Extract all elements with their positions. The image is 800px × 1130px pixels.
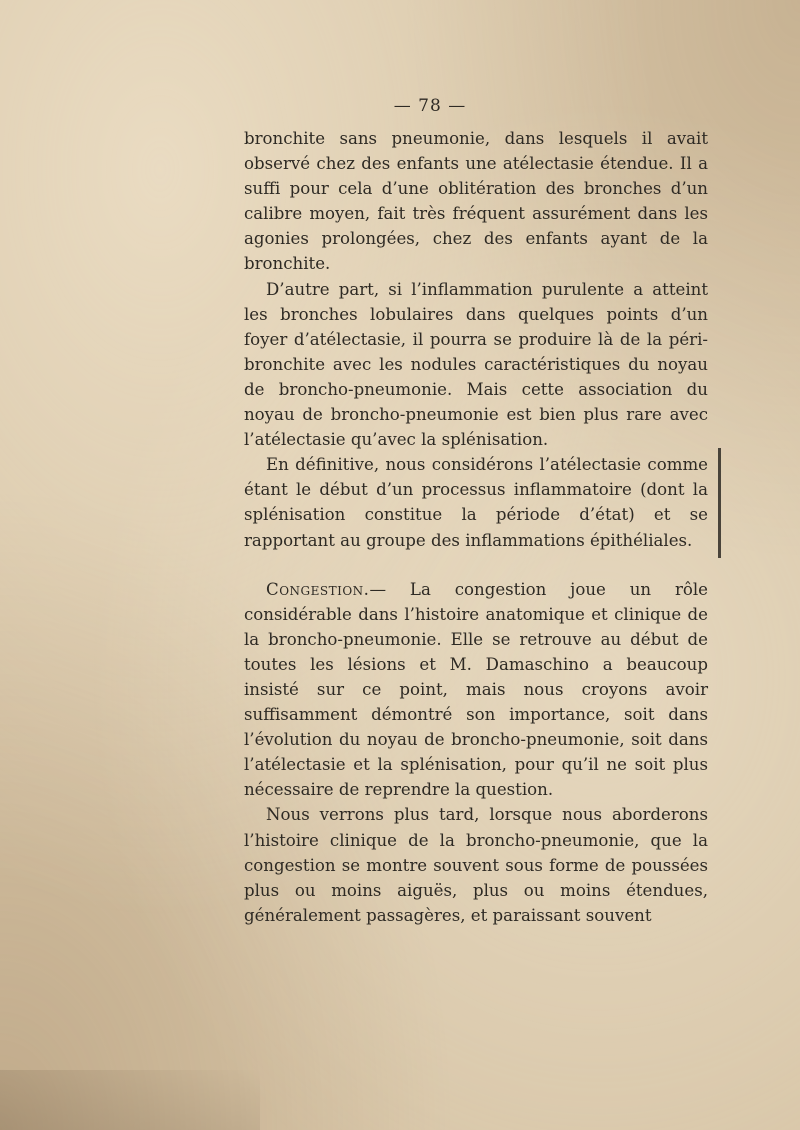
paragraph-1: bronchite sans pneumonie, dans lesquels il avait observé chez des enfants une atélectasie étendue. Il a suffi pour cela d’une oblitération des bronches d’un calibre moyen, fait très fréquent assurément dans les agonies prolongées, chez des enfants ayant de la bronchite. [244,129,708,274]
section-paragraph-1 [244,577,708,803]
section-paragraph-2: Nous verrons plus tard, lorsque nous aborderons l’histoire clinique de la broncho-pneumonie, que la congestion se montre souvent sous forme de poussées plus ou moins aiguës, plus ou moins étendues, généralement passagères, et paraissant souvent [244,805,708,925]
margin-mark [718,448,721,558]
section-gap [244,553,708,577]
page-edge-shadow [0,1070,260,1130]
paragraph-3: En définitive, nous considérons l’atélectasie comme étant le début d’un processus inflammatoire (dont la splénisation constitue la période d’état) et se rapportant au groupe des inflammations épithéliales. [244,455,708,550]
section-lead-text: — La congestion joue un rôle considérable dans l’histoire anatomique et clinique de la broncho-pneumonie. Elle se retrouve au début de toutes les lésions et M. Damaschino a beaucoup insisté sur ce point, mais nous croyons avoir suffisamment démontré son importance, soit dans l’évolution du noyau de broncho-pneumonie, soit dans l’atélectasie et la splénisation, pour qu’il ne soit plus nécessaire de reprendre la question. [244,579,708,800]
section-heading: Congestion. [266,579,370,599]
text-body [244,126,708,928]
page-number: — 78 — [393,96,467,116]
paragraph-2: D’autre part, si l’inflammation purulente a atteint les bronches lobulaires dans quelques points d’un foyer d’atélectasie, il pourra se produire là de la péri-bronchite avec les nodules caractéristiques du noyau de broncho-pneumonie. Mais cette association du noyau de broncho-pneumonie est bien plus rare avec l’atélectasie qu’avec la splénisation. [244,279,708,450]
